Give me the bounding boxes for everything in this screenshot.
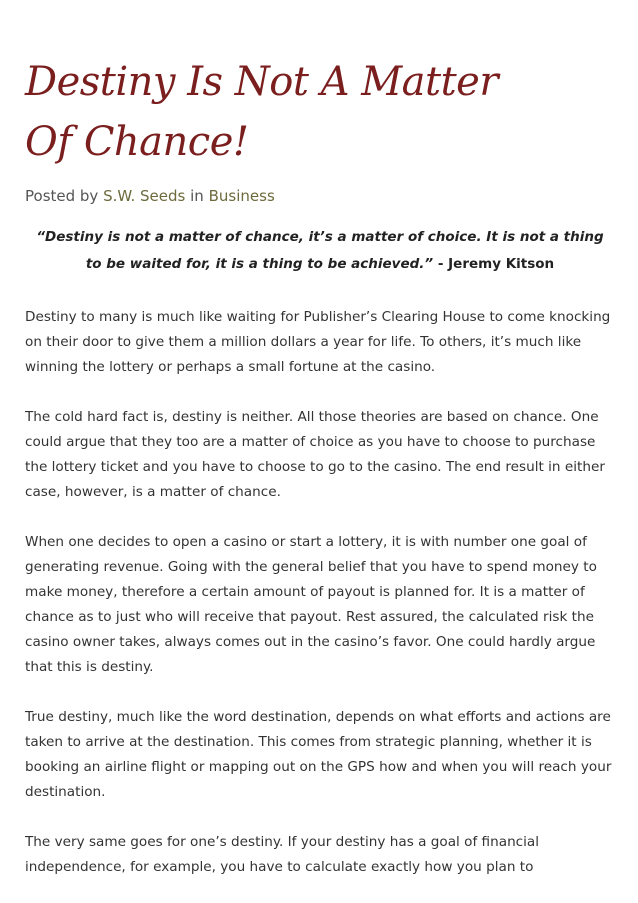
- category-link[interactable]: Business: [208, 187, 275, 205]
- quote-separator: -: [433, 256, 449, 272]
- paragraph-3: When one decides to open a casino or start a lottery, it is with number one goal of generating revenue. Going with the general belief that you have to spend money to make money, therefore a certain amount of payout is planned for. It is a matter of chance as to just who will receive that payout. Rest assured, the calculated risk the casino owner takes, always comes out in the casino’s favor. One could hardly argue that this is destiny.: [25, 534, 597, 675]
- article-title-line-1: Destiny Is Not A Matter: [25, 59, 498, 105]
- article-title-line-2: Of Chance!: [25, 119, 249, 165]
- author-link[interactable]: S.W. Seeds: [103, 187, 186, 205]
- article: [25, 52, 615, 880]
- quote-author: Jeremy Kitson: [448, 256, 555, 272]
- byline-posted-by: Posted by: [25, 187, 99, 205]
- quote-text: “Destiny is not a matter of chance, it’s a matter of choice. It is not a thing to be waited for, it is a thing to be achieved.”: [36, 229, 604, 272]
- pull-quote: [25, 224, 615, 278]
- paragraph-1: Destiny to many is much like waiting for Publisher’s Clearing House to come knocking on their door to give them a million dollars a year for life. To others, it’s much like winning the lottery or perhaps a small fortune at the casino.: [25, 309, 611, 375]
- article-title: [25, 52, 615, 172]
- paragraph-5: The very same goes for one’s destiny. If your destiny has a goal of financial independence, for example, you have to calculate exactly how you plan to: [25, 834, 540, 875]
- paragraph-4: True destiny, much like the word destination, depends on what efforts and actions are taken to arrive at the destination. This comes from strategic planning, whether it is booking an airline flight or mapping out on the GPS how and when you will reach your destination.: [25, 709, 612, 800]
- byline-in: in: [190, 187, 204, 205]
- paragraph-2: The cold hard fact is, destiny is neither. All those theories are based on chance. One could argue that they too are a matter of choice as you have to choose to purchase the lottery ticket and you have to choose to go to the casino. The end result in either case, however, is a matter of chance.: [25, 409, 605, 500]
- byline: [25, 185, 615, 207]
